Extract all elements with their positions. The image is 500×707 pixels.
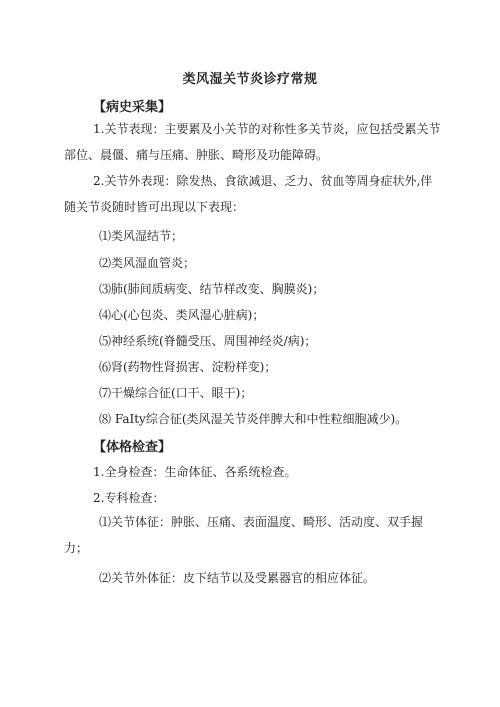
list-item: ⑻ FaIty综合征(类风湿关节炎伴脾大和中性粒细胞减少)。 xyxy=(99,412,408,426)
list-item: ⑴类风湿结节； xyxy=(99,229,184,243)
list-item: ⑴关节体征：肿胀、压痛、表面温度、畸形、活动度、双手握力； xyxy=(64,515,424,555)
list-item: ⑷心(心包炎、类风湿心脏病)； xyxy=(99,308,265,322)
exam-line-general: 1.全身检查：生命体征、各系统检查。 xyxy=(93,465,297,479)
exam-line-specialty: 2.专科检查： xyxy=(93,491,165,505)
section-heading-history: 【病史采集】 xyxy=(93,100,172,115)
list-item: ⑸神经系统(脊髓受压、周围神经炎/病)； xyxy=(99,334,317,348)
list-item: ⑵关节外体征：皮下结节以及受累器官的相应体征。 xyxy=(99,571,376,585)
section-heading-physical-exam: 【体格检查】 xyxy=(93,440,172,455)
paragraph-extra-articular: 2.关节外表现：除发热、食欲减退、乏力、贫血等周身症状外,伴随关节炎随时皆可出现以下表现： xyxy=(64,174,433,214)
list-item: ⑶肺(肺间质病变、结节样改变、胸膜炎)； xyxy=(99,282,325,296)
list-item: ⑺干燥综合征(口干、眼干)； xyxy=(99,386,253,400)
list-item: ⑹肾(药物性肾损害、淀粉样变)； xyxy=(99,360,277,374)
document-title: 类风湿关节炎诊疗常规 xyxy=(182,72,318,87)
paragraph-joint-manifestations: 1.关节表现：主要累及小关节的对称性多关节炎，应包括受累关节部位、晨僵、痛与压痛、肿胀、畸形及功能障碍。 xyxy=(64,122,441,162)
list-item: ⑵类风湿血管炎； xyxy=(99,256,196,270)
